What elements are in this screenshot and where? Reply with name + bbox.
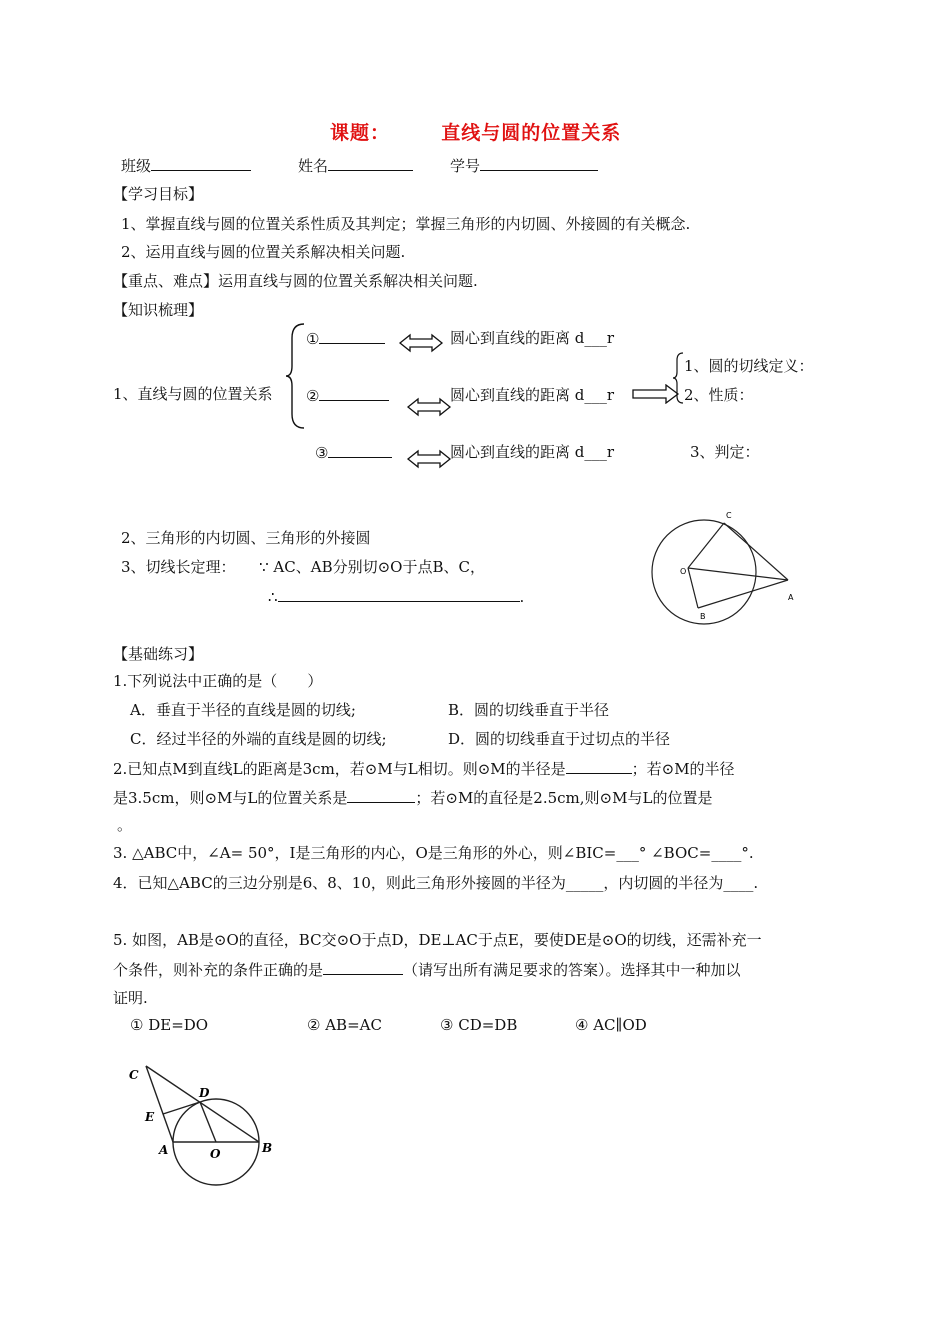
- question-2-line-2: [113, 786, 712, 808]
- fig2-label-a: A: [159, 1143, 169, 1157]
- class-blank[interactable]: [151, 154, 251, 171]
- tangent-property: 2、性质：: [684, 386, 754, 404]
- tangent-definition: 1、圆的切线定义：: [684, 357, 814, 375]
- q5-text-2b: （请写出所有满足要求的答案）。选择其中一种加以: [403, 961, 741, 979]
- q5-option-2: ② AB=AC: [307, 1016, 382, 1034]
- q5-option-3: ③ CD=DB: [440, 1016, 518, 1034]
- item3-given: ∵ AC、AB分别切⊙O于点B、C，: [259, 558, 485, 576]
- double-arrow-icon: [398, 333, 444, 353]
- tangent-figure: [648, 508, 808, 626]
- objective-2: 2、运用直线与圆的位置关系解决相关问题.: [121, 243, 406, 261]
- q2-blank-1[interactable]: [566, 757, 632, 774]
- name-field: [298, 154, 413, 176]
- knowledge-item-3: [121, 556, 485, 577]
- case-1-condition: 圆心到直线的距离 d___r: [450, 329, 615, 347]
- q1-option-c: C．经过半径的外端的直线是圆的切线;: [130, 730, 387, 748]
- fig1-label-b: B: [700, 612, 706, 621]
- page-title: [330, 118, 621, 145]
- q2-text-1a: 2.已知点M到直线L的距离是3cm，若⊙M与L相切。则⊙M的半径是: [113, 760, 566, 778]
- fig2-label-e: E: [145, 1110, 155, 1124]
- q5-blank[interactable]: [323, 958, 403, 975]
- case-3-num: ③: [315, 444, 329, 462]
- name-label: 姓名: [298, 157, 329, 175]
- double-arrow-icon: [406, 397, 452, 417]
- brace-icon: [672, 352, 684, 404]
- fig1-label-a: A: [788, 593, 794, 602]
- key-points-text: 运用直线与圆的位置关系解决相关问题.: [218, 272, 478, 290]
- name-blank[interactable]: [328, 154, 413, 171]
- item3-therefore: ∴ .: [268, 585, 524, 606]
- case-3-condition: 圆心到直线的距离 d___r: [450, 443, 615, 461]
- fig2-label-d: D: [199, 1086, 210, 1100]
- q2-text-1b: ；若⊙M的半径: [631, 760, 735, 778]
- therefore-blank[interactable]: [278, 585, 520, 602]
- q2-blank-2[interactable]: [347, 786, 415, 803]
- q1-option-b: B．圆的切线垂直于半径: [448, 701, 610, 719]
- question-5-line-2: [113, 958, 741, 980]
- fig1-label-c: C: [726, 511, 732, 520]
- case-2: [306, 384, 389, 405]
- therefore-symbol: ∴: [268, 588, 278, 606]
- q1-option-a: A．垂直于半径的直线是圆的切线;: [130, 701, 356, 719]
- case-1: [306, 327, 385, 348]
- case-2-num: ②: [306, 387, 320, 405]
- item3-label: 3、切线长定理：: [121, 558, 236, 576]
- question-4: 4．已知△ABC的三边分别是6、8、10，则此三角形外接圆的半径为_____，内切圆的半径为____.: [113, 874, 759, 892]
- class-label: 班级: [121, 157, 152, 175]
- number-blank[interactable]: [480, 154, 598, 171]
- key-points-label: 【重点、难点】: [113, 272, 219, 290]
- question-2-line-3: 。: [117, 816, 133, 834]
- question-2-line-1: [113, 757, 735, 779]
- case-3: [315, 441, 392, 462]
- q2-text-2a: 是3.5cm，则⊙M与L的位置关系是: [113, 789, 348, 807]
- diameter-figure: [128, 1060, 278, 1188]
- number-label: 学号: [450, 157, 481, 175]
- fig2-label-o: O: [210, 1147, 221, 1161]
- title-prefix: 课题：: [330, 122, 391, 144]
- knowledge-heading: 【知识梳理】: [113, 301, 204, 319]
- relation-label: 1、直线与圆的位置关系: [113, 385, 273, 403]
- exercises-heading: 【基础练习】: [113, 645, 204, 663]
- case-3-blank[interactable]: [328, 441, 392, 458]
- question-3: 3. △ABC中，∠A= 50°，I是三角形的内心，O是三角形的外心，则∠BIC=___° ∠BOC=____°.: [113, 844, 754, 862]
- case-1-blank[interactable]: [319, 327, 385, 344]
- key-points: [113, 270, 478, 291]
- brace-icon: [286, 322, 306, 430]
- case-2-blank[interactable]: [319, 384, 389, 401]
- q1-option-d: D．圆的切线垂直于过切点的半径: [448, 730, 671, 748]
- case-1-num: ①: [306, 330, 320, 348]
- tangent-criterion: 3、判定：: [690, 443, 760, 461]
- title-text: 直线与圆的位置关系: [441, 122, 622, 144]
- fig1-label-o: O: [680, 567, 687, 576]
- double-arrow-icon: [406, 449, 452, 469]
- fig2-label-c: C: [129, 1068, 139, 1082]
- objective-1: 1、掌握直线与圆的位置关系性质及其判定；掌握三角形的内切圆、外接圆的有关概念.: [121, 215, 691, 233]
- case-2-condition: 圆心到直线的距离 d___r: [450, 386, 615, 404]
- q5-option-1: ① DE=DO: [130, 1016, 209, 1034]
- q5-option-4: ④ AC∥OD: [575, 1016, 647, 1034]
- question-1: 1.下列说法中正确的是（ ）: [113, 672, 323, 690]
- fig2-label-b: B: [262, 1141, 273, 1155]
- number-field: [450, 154, 598, 176]
- class-field: [121, 154, 251, 176]
- question-5-line-3: 证明.: [113, 989, 148, 1007]
- objectives-heading: 【学习目标】: [113, 185, 204, 203]
- q2-text-2b: ；若⊙M的直径是2.5cm,则⊙M与L的位置是: [415, 789, 713, 807]
- question-5-line-1: 5. 如图，AB是⊙O的直径，BC交⊙O于点D，DE⊥AC于点E，要使DE是⊙O的切线，还需补充一: [113, 931, 762, 949]
- q5-text-2a: 个条件，则补充的条件正确的是: [113, 961, 324, 979]
- knowledge-item-2: 2、三角形的内切圆、三角形的外接圆: [121, 529, 371, 547]
